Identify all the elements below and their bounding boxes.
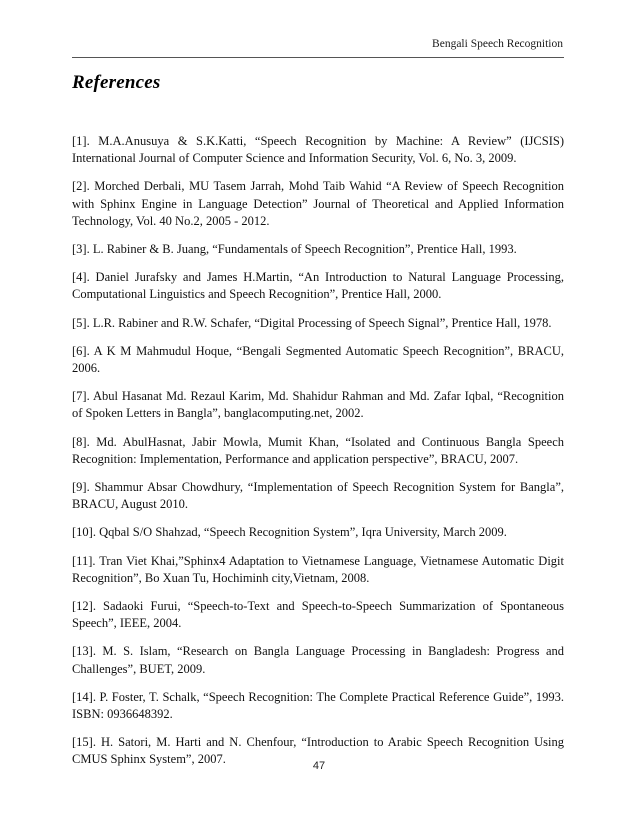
reference-item: [13]. M. S. Islam, “Research on Bangla Language Processing in Bangladesh: Progress and Challenges”, BUET, 2009.	[72, 644, 564, 676]
reference-list	[72, 133, 564, 780]
reference-item: [8]. Md. AbulHasnat, Jabir Mowla, Mumit Khan, “Isolated and Continuous Bangla Speech Recognition: Implementation, Performance and application perspective”, BRACU, 2007.	[72, 434, 564, 466]
reference-item: [10]. Qqbal S/O Shahzad, “Speech Recognition System”, Iqra University, March 2009.	[72, 525, 507, 540]
page-number: 47	[312, 760, 326, 772]
reference-item: [11]. Tran Viet Khai,”Sphinx4 Adaptation to Vietnamese Language, Vietnamese Automatic Digit Recognition”, Bo Xuan Tu, Hochiminh city,Vietnam, 2008.	[72, 553, 564, 585]
reference-item: [9]. Shammur Absar Chowdhury, “Implementation of Speech Recognition System for Bangla”, BRACU, August 2010.	[72, 480, 564, 512]
reference-item: [5]. L.R. Rabiner and R.W. Schafer, “Digital Processing of Speech Signal”, Prentice Hall, 1978.	[72, 315, 552, 330]
header-rule	[72, 57, 564, 58]
reference-item: [3]. L. Rabiner & B. Juang, “Fundamentals of Speech Recognition”, Prentice Hall, 1993.	[72, 242, 517, 257]
reference-item: [15]. H. Satori, M. Harti and N. Chenfour, “Introduction to Arabic Speech Recognition Using CMUS Sphinx System”, 2007.	[72, 735, 564, 767]
running-header: Bengali Speech Recognition	[432, 38, 563, 50]
reference-item: [2]. Morched Derbali, MU Tasem Jarrah, Mohd Taib Wahid “A Review of Speech Recognition with Sphinx Engine in Language Detection” Journal of Theoretical and Applied Information Technology, Vol. 40 No.2, 2005 - 2012.	[72, 179, 564, 228]
reference-item: [1]. M.A.Anusuya & S.K.Katti, “Speech Recognition by Machine: A Review” (IJCSIS) International Journal of Computer Science and Information Security, Vol. 6, No. 3, 2009.	[72, 134, 564, 166]
reference-item: [12]. Sadaoki Furui, “Speech-to-Text and Speech-to-Speech Summarization of Spontaneous Speech”, IEEE, 2004.	[72, 599, 564, 631]
reference-item: [6]. A K M Mahmudul Hoque, “Bengali Segmented Automatic Speech Recognition”, BRACU, 2006.	[72, 343, 564, 376]
reference-item: [7]. Abul Hasanat Md. Rezaul Karim, Md. Shahidur Rahman and Md. Zafar Iqbal, “Recognition of Spoken Letters in Bangla”, banglacomputing.net, 2002.	[72, 389, 564, 421]
reference-item: [14]. P. Foster, T. Schalk, “Speech Recognition: The Complete Practical Reference Guide”, 1993. ISBN: 0936648392.	[72, 689, 564, 722]
section-title: References	[72, 72, 161, 93]
reference-item: [4]. Daniel Jurafsky and James H.Martin, “An Introduction to Natural Language Processing, Computational Linguistics and Speech Recognition”, Prentice Hall, 2000.	[72, 270, 564, 302]
